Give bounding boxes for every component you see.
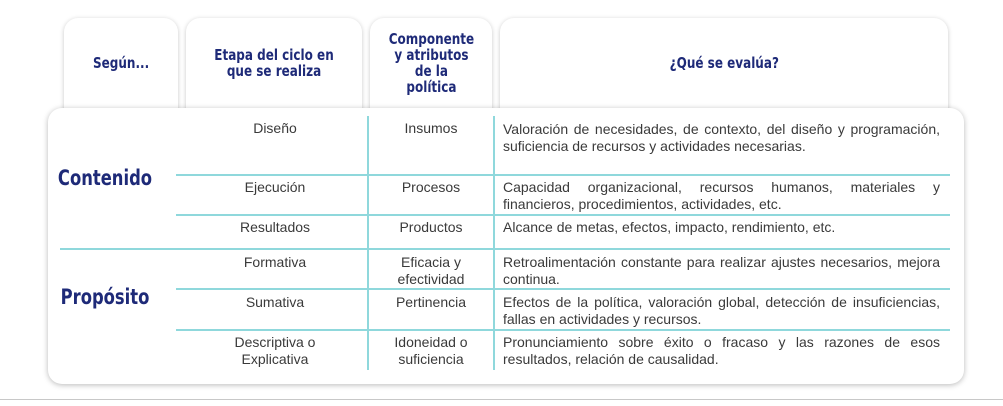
table-cell-componente: Pertinencia — [395, 294, 467, 310]
table-cell-etapa: Formativa — [243, 254, 307, 270]
group-divider — [60, 248, 950, 250]
table-cell-descripcion: Alcance de metas, efectos, impacto, rendimiento, etc. — [503, 219, 836, 235]
table-cell-descripcion: Efectos de la política, valoración global, detección de insuficiencias, fallas en actividades y recursos. — [503, 294, 940, 327]
table-cell-etapa: Ejecución — [244, 179, 306, 195]
table-cell-descripcion: Valoración de necesidades, de contexto, del diseño y programación, suficiencia de recursos y actividades necesarias. — [503, 121, 940, 154]
column-divider-1 — [367, 116, 369, 370]
table-cell-etapa: Resultados — [239, 219, 311, 235]
table-cell-componente: Insumos — [404, 120, 458, 136]
table-cell-descripcion: Pronunciamiento sobre éxito o fracaso y las razones de esos resultados, relación de causalidad. — [503, 334, 940, 367]
row-divider-2 — [176, 214, 950, 216]
row-divider-5 — [176, 329, 950, 331]
table-cell-etapa: Sumativa — [245, 294, 305, 310]
row-divider-1 — [176, 174, 950, 176]
table-cell-componente: Idoneidad o suficiencia — [394, 334, 468, 367]
table-cell-descripcion: Capacidad organizacional, recursos humanos, materiales y financieros, procedimientos, actividades, etc. — [503, 179, 940, 212]
group-proposito: Propósito — [60, 285, 150, 309]
row-divider-4 — [176, 288, 950, 290]
column-divider-2 — [493, 116, 495, 370]
header-que-se-evalua-label: ¿Qué se evalúa? — [669, 54, 779, 72]
table-cell-componente: Eficacia y efectividad — [397, 254, 465, 287]
table-cell-etapa: Diseño — [253, 120, 297, 136]
header-segun-label: Según... — [92, 54, 150, 72]
header-componente-label: Componente y atributos de la política — [388, 30, 474, 96]
table-cell-etapa: Descriptiva o Explicativa — [234, 334, 316, 367]
group-contenido: Contenido — [57, 166, 153, 190]
header-etapa-label: Etapa del ciclo en que se realiza — [214, 46, 334, 80]
table-cell-descripcion: Retroalimentación constante para realizar ajustes necesarios, mejora continua. — [503, 254, 940, 287]
page-bottom-divider — [0, 399, 1003, 400]
table-cell-componente: Procesos — [401, 179, 461, 195]
table-cell-componente: Productos — [399, 219, 463, 235]
